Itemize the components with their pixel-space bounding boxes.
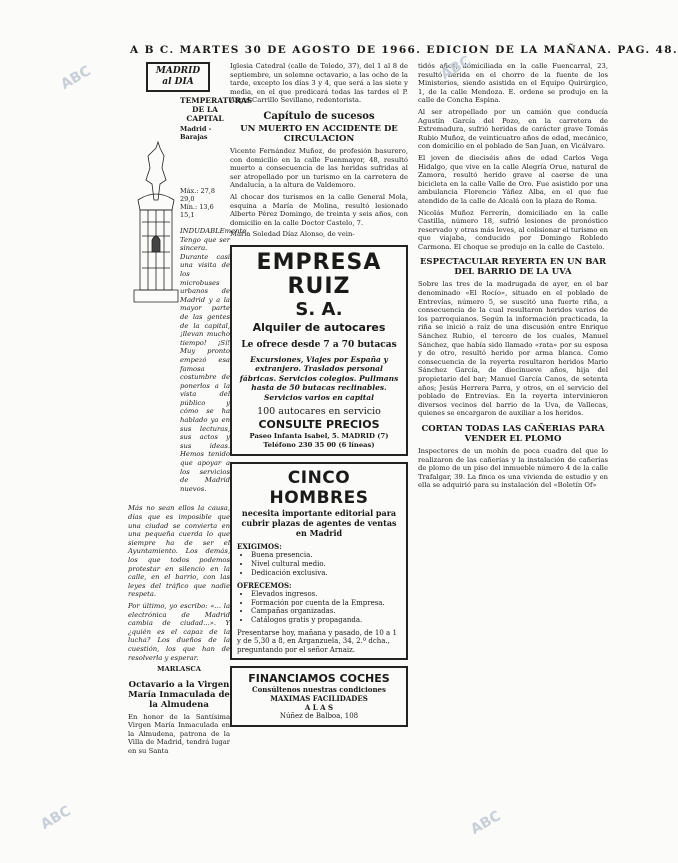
muerto-body-2: Al chocar dos turismos en la calle General Mola, esquina a María de Molina, resultó lesionado Alberto Pérez Domingo, de treinta y seis años, con domicilio en la calle Doctor Castelo, 7. xyxy=(230,192,408,227)
fin-line-4: Núñez de Balboa, 108 xyxy=(279,712,359,721)
signature: MARLASCA xyxy=(156,665,202,674)
temperatures-sub: Madrid - Barajas xyxy=(180,125,212,141)
list-item: • Catálogos gratis y propaganda. xyxy=(251,616,401,625)
temperature-max: Máx.: 27,8 29,0 xyxy=(180,187,215,203)
muerto-title: UN MUERTO EN ACCIDENTE DE CIRCULACION xyxy=(240,123,398,144)
fin-line-3: A L A S xyxy=(304,703,334,713)
cinco-foot: Presentarse hoy, mañana y pasado, de 10 a 1 y de 5,30 a 8, en Arganzuela, 34, 2.º dcha., preguntando por el señor Arnaiz. xyxy=(237,628,397,654)
list-item: • Campañas organizadas. xyxy=(251,607,401,616)
paragraph-3: El joven de dieciséis años de edad Carlos Vega Hidalgo, que vive en la calle Alegría Orue, natural de Zamora, resultó herido grave al caerse de una bicicleta en la calle Valle de Oro. Fue asistido por una ambulancia Florencio Yáñez Alba, en el que fue atendido de la calle de Alcalá con la plaza de Roma. xyxy=(418,153,608,205)
virgen-body: En honor de la Santísima Virgen María Inmaculada en la Almudena, patrona de la Villa de Madrid, tendrá lugar en su Santa xyxy=(128,712,230,756)
list-item: • Formación por cuenta de la Empresa. xyxy=(251,599,401,608)
muerto-body: Vicente Fernández Muñoz, de profesión basurero, con domicilio en la calle Fuenmayor, 48, resultó muerto a consecuencia de las heridas sufridas al ser atropellado por un turismo en la carretera de Andalucía, a la altura de Valdemoro. xyxy=(230,146,408,190)
ofrecemos-list xyxy=(237,590,401,624)
ruiz-sub: Alquiler de autocares xyxy=(252,320,386,334)
ofrecemos-heading: OFRECEMOS: xyxy=(237,581,292,591)
muerto-body-3: María Soledad Díaz Alonso, de vein- xyxy=(230,230,355,239)
ruiz-sa: S. A. xyxy=(295,298,343,320)
virgen-title: Octavario a la Virgen María Inmaculada de la Almudena xyxy=(128,679,230,710)
octavario-continued: Iglesia Catedral (calle de Toledo, 37), del 1 al 8 de septiembre, un solemne octavario, a las ocho de la tarde, excepto los días 3 y 4, que será a las siete y media, en el que predicará todas las tardes el P. Angel Carrillo Sevillano, redentorista. xyxy=(230,62,408,105)
reyerta-body: Sobre las tres de la madrugada de ayer, en el bar denominado «El Rocío», situado en el poblado de Entrevías, número 5, se suscitó una fuerte riña, a consecuencia de la cual resultaron heridos varios de los parroquianos. Según la información practicada, la riña se inició a raíz de una discusión entre Enrique Sánchez Rubio, el tercero de los cuales, Manuel Sánchez, que había sido llamado «rata» por su esposa y de otro, resultó herido por arma blanca. Como consecuencia de la reyerta resultaron heridos Mario Sánchez García, de diecinueve años, hija del propietario del bar; Manuel García Canos, de setenta años; Jesús Herrera Parra, y otros, en el servicio del poblado de Entrevías. En la reyerta intervinieron diversos vecinos del barrio de la Uva, de Vallecas, quienes se encargaron de auxiliar a los heridos. xyxy=(418,280,608,418)
exigimos-heading: EXIGIMOS: xyxy=(237,542,282,552)
temperatures-title: TEMPERATURAS DE LA CAPITAL xyxy=(180,96,253,123)
ruiz-title: EMPRESA RUIZ xyxy=(256,249,382,299)
ad-financiamos xyxy=(230,666,408,727)
madrid-al-dia-logo: MADRID al DIA xyxy=(146,62,210,92)
ruiz-services: Excursiones, Viajes por España y extranjero. Traslados personal fábricas. Servicios colegios. Pullmans hasta de 50 butacas reclinables. Servicios varios en capital xyxy=(239,354,399,402)
ruiz-consult: CONSULTE PRECIOS xyxy=(258,418,380,432)
sucesos-title: Capítulo de sucesos xyxy=(263,110,375,122)
watermark: ABC xyxy=(438,53,474,83)
cinco-line: necesita importante editorial para cubrir plazas de agentes de ventas en Madrid xyxy=(241,508,397,539)
watermark: ABC xyxy=(58,63,94,93)
list-item: • Elevados ingresos. xyxy=(251,590,401,599)
fin-title: FINANCIAMOS COCHES xyxy=(248,672,390,686)
column-sucesos xyxy=(230,62,408,862)
ad-empresa-ruiz xyxy=(230,245,408,457)
paragraph-1: tidós años, domiciliada en la calle Fuencarral, 23, resultó herida en el chorro de la fuente de los Ministerios, siendo asistida en el Equipo Quirúrgico, 1, de la calle Mendoza. E. ordene se produjo en la calle de Concha Espina. xyxy=(418,62,608,105)
list-item: • Nivel cultural medio. xyxy=(251,560,401,569)
cathedral-illustration xyxy=(128,140,184,310)
ruiz-address: Paseo Infanta Isabel, 5. MADRID (7) Teléfono 230 35 00 (6 líneas) xyxy=(249,432,389,450)
list-item: • Dedicación exclusiva. xyxy=(251,569,401,578)
ruiz-offer: Le ofrece desde 7 a 70 butacas xyxy=(241,339,397,350)
ad-cinco-hombres xyxy=(230,462,408,660)
paragraph-2: Al ser atropellado por un camión que conducía Agustín García del Pozo, en la carretera de Extremadura, sufrió heridas de carácter grave Tomás Rubio Muñoz, de veinticuatro años de edad, mecánico, con domicilio en el poblado de San Juan, en Vicálvaro. xyxy=(418,107,608,151)
paragraph-1: Más no sean ellos la causa, días que es imposible que una ciudad se convierta en una pequeña cuerda lo que siempre ha de ser el Ayuntamiento. Los demás, los que todos podemos protestar en silencio en la calle, en el barrio, con las leyes del tráfico que nadie respeta. xyxy=(128,504,230,599)
masthead: A B C. MARTES 30 DE AGOSTO DE 1966. EDICION DE LA MAÑANA. PAG. 48. xyxy=(130,44,678,56)
ruiz-fleet: 100 autocares en servicio xyxy=(257,406,381,418)
column-right xyxy=(418,62,608,862)
reyerta-title: ESPECTACULAR REYERTA EN UN BAR DEL BARRIO DE LA UVA xyxy=(419,257,607,278)
paragraph-4: Nicolás Muñoz Ferrerín, domiciliado en la calle Castilla, número 18, sufrió lesiones de pronóstico reservado y otras más leves, al colisionar el turismo en que viajaba, conducido por Domingo Robledo Carmona. El choque se produjo en la calle de Castelo. xyxy=(418,208,609,251)
temperature-min: Mín.: 13,6 15,1 xyxy=(180,203,214,219)
plomo-title: CORTAN TODAS LAS CAÑERIAS PARA VENDER EL PLOMO xyxy=(421,423,605,444)
exigimos-list xyxy=(237,551,401,577)
paragraph-2: Por último, yo escribo: «... la electrónica de Madrid cambia de ciudad...». Y ¿quién es el capaz de la lucha? Los dueños de la cuestión, los que han de resolverla y esperar. xyxy=(128,601,230,662)
plomo-body: Inspectores de un mohín de poca cuadra del que lo realizaron de las cañerías y la instalación de cañerías de plomo de un piso del inmueble número 4 de la calle Trafalgar, 39. La finca es una vivienda de estudio y en ella se adquirió para su instalación del «Boletín Of» xyxy=(418,446,608,490)
fin-line-1: Consúltenos nuestras condiciones xyxy=(252,685,386,695)
fin-line-2: MAXIMAS FACILIDADES xyxy=(270,694,368,704)
list-item: • Buena presencia. xyxy=(251,551,401,560)
cinco-title: CINCO HOMBRES xyxy=(269,468,369,509)
watermark: ABC xyxy=(38,803,74,833)
indudable-paragraph: INDUDABLEmente, Tengo que ser sincera. Durante casi una visita de los microbuses urbanos de Madrid y a la mayor parte de las gentes de la capital, ¡llevan mucho tiempo! ¡Sí! Muy pronto empezó esa famosa costumbre de ponerlos a la vista del público y cómo se ha hablado ya en sus lecturas, sus actos y sus ideas. Hemos tenido que apoyar a los servicios de Madrid nuevos. xyxy=(180,227,249,493)
watermark: ABC xyxy=(468,808,504,838)
